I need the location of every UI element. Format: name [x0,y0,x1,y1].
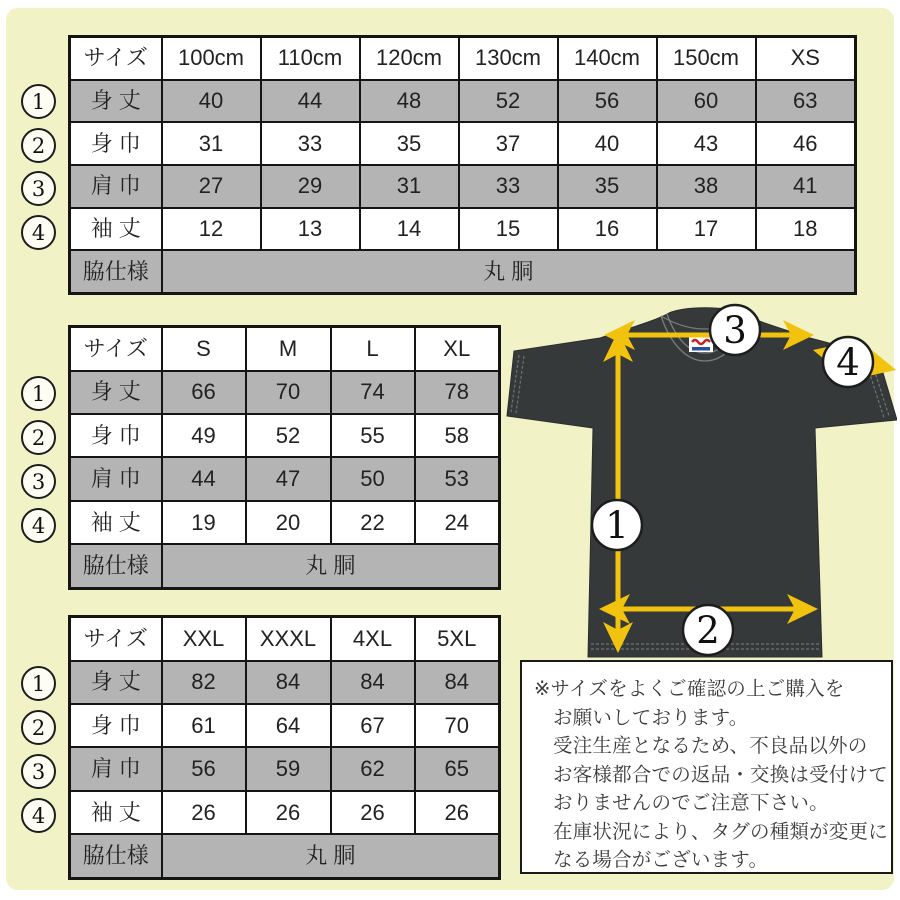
diagram-marker-2 [683,605,733,655]
purchase-note-box [520,660,893,874]
s-xl-table [68,325,501,590]
size-column-header: L [331,327,415,371]
value-cell: 40 [162,80,261,123]
row-label-cell: 身 丈 [70,661,162,704]
value-cell: 61 [162,704,246,747]
row-label-cell: 身 丈 [70,80,162,123]
note-line: 受注生産となるため、不良品以外の [553,735,868,757]
xxl-5xl-table [68,615,501,880]
value-cell: 48 [360,80,459,123]
value-cell: 14 [360,208,459,251]
value-cell: 70 [415,704,500,747]
row-label-cell: 肩 巾 [70,457,162,500]
value-cell: 74 [331,371,415,414]
footer-value-cell: 丸 胴 [162,250,856,293]
footer-label-cell: 脇仕様 [70,544,162,588]
note-line: お願いしております。 [553,706,749,729]
value-cell: 41 [756,165,856,208]
row-label-cell: 袖 丈 [70,208,162,251]
value-cell: 18 [756,208,856,251]
size-column-header: S [162,327,246,371]
size-label-header: サイズ [70,617,162,661]
value-cell: 26 [162,791,246,834]
value-cell: 35 [558,165,657,208]
row-label-cell: 肩 巾 [70,747,162,790]
svg-text:2: 2 [696,609,720,652]
size-table-s-xl [68,325,498,590]
value-cell: 19 [162,501,246,544]
value-cell: 49 [162,414,246,457]
footer-value-cell: 丸 胴 [162,834,500,878]
row-marker-4: 4 [21,798,56,833]
value-cell: 46 [756,122,856,165]
measurement-row [70,414,500,457]
measurement-row [70,122,856,165]
value-cell: 70 [246,371,331,414]
value-cell: 84 [246,661,331,704]
row-label-cell: 肩 巾 [70,165,162,208]
row-label-cell: 身 巾 [70,414,162,457]
value-cell: 59 [246,747,331,790]
value-cell: 33 [459,165,558,208]
diagram-marker-4 [823,337,873,387]
value-cell: 24 [415,501,500,544]
value-cell: 56 [162,747,246,790]
value-cell: 53 [415,457,500,500]
value-cell: 40 [558,122,657,165]
kids-xs-table [68,35,857,295]
measurement-row [70,661,500,704]
value-cell: 15 [459,208,558,251]
note-line: 在庫状況により、タグの種類が変更に [553,820,888,843]
size-column-header: 5XL [415,617,500,661]
value-cell: 29 [261,165,360,208]
footer-row [70,250,856,293]
diagram-marker-3 [710,305,760,355]
footer-row [70,834,500,878]
value-cell: 55 [331,414,415,457]
size-column-header: 120cm [360,37,459,80]
row-marker-2: 2 [21,128,56,163]
value-cell: 26 [246,791,331,834]
row-marker-4: 4 [21,215,56,250]
value-cell: 22 [331,501,415,544]
value-cell: 26 [331,791,415,834]
measurement-row [70,457,500,500]
size-column-header: XS [756,37,856,80]
size-label-header: サイズ [70,327,162,371]
row-marker-2: 2 [21,420,56,455]
value-cell: 66 [162,371,246,414]
row-marker-3: 3 [21,754,56,789]
brand-tag [689,336,713,352]
value-cell: 84 [415,661,500,704]
value-cell: 20 [246,501,331,544]
footer-row [70,544,500,588]
header-row [70,327,500,371]
value-cell: 44 [162,457,246,500]
measurement-row [70,791,500,834]
measurement-row [70,371,500,414]
measurement-row [70,501,500,544]
header-row [70,617,500,661]
value-cell: 67 [331,704,415,747]
value-cell: 43 [657,122,756,165]
value-cell: 33 [261,122,360,165]
value-cell: 37 [459,122,558,165]
size-column-header: 4XL [331,617,415,661]
row-label-cell: 袖 丈 [70,791,162,834]
note-line: おりませんのでご注意下さい。 [553,792,829,814]
value-cell: 62 [331,747,415,790]
value-cell: 84 [331,661,415,704]
measurement-row [70,208,856,251]
svg-text:4: 4 [836,341,860,384]
value-cell: 60 [657,80,756,123]
note-line: なる場合がございます。 [553,849,769,871]
row-marker-1: 1 [21,666,56,701]
size-column-header: M [246,327,331,371]
measurement-row [70,80,856,123]
value-cell: 78 [415,371,500,414]
row-label-cell: 身 巾 [70,122,162,165]
footer-label-cell: 脇仕様 [70,834,162,878]
row-marker-3: 3 [21,171,56,206]
value-cell: 65 [415,747,500,790]
header-row [70,37,856,80]
value-cell: 64 [246,704,331,747]
note-line: お客様都合での返品・交換は受付けて [553,763,888,786]
footer-value-cell: 丸 胴 [162,544,500,588]
value-cell: 35 [360,122,459,165]
row-marker-1: 1 [21,84,56,119]
size-label-header: サイズ [70,37,162,80]
row-label-cell: 身 丈 [70,371,162,414]
value-cell: 12 [162,208,261,251]
value-cell: 16 [558,208,657,251]
footer-label-cell: 脇仕様 [70,250,162,293]
row-marker-2: 2 [21,710,56,745]
measurement-row [70,165,856,208]
row-label-cell: 身 巾 [70,704,162,747]
value-cell: 13 [261,208,360,251]
size-table-xxl-5xl [68,615,498,880]
row-label-cell: 袖 丈 [70,501,162,544]
size-column-header: XL [415,327,500,371]
size-column-header: 130cm [459,37,558,80]
size-column-header: 150cm [657,37,756,80]
value-cell: 38 [657,165,756,208]
size-column-header: 110cm [261,37,360,80]
value-cell: 58 [415,414,500,457]
value-cell: 63 [756,80,856,123]
row-marker-3: 3 [21,464,56,499]
size-table-kids [68,35,855,295]
note-line: ※サイズをよくご確認の上ご購入を [534,678,845,700]
measurement-row [70,747,500,790]
value-cell: 26 [415,791,500,834]
size-column-header: 100cm [162,37,261,80]
value-cell: 31 [162,122,261,165]
value-cell: 47 [246,457,331,500]
value-cell: 52 [246,414,331,457]
value-cell: 56 [558,80,657,123]
value-cell: 31 [360,165,459,208]
row-marker-1: 1 [21,376,56,411]
value-cell: 50 [331,457,415,500]
value-cell: 82 [162,661,246,704]
measurement-row [70,704,500,747]
size-column-header: XXL [162,617,246,661]
value-cell: 52 [459,80,558,123]
value-cell: 17 [657,208,756,251]
diagram-marker-1 [592,500,642,550]
svg-text:1: 1 [605,504,629,547]
value-cell: 44 [261,80,360,123]
tshirt-measurement-diagram [505,300,897,660]
row-marker-4: 4 [21,508,56,543]
size-column-header: XXXL [246,617,331,661]
value-cell: 27 [162,165,261,208]
size-column-header: 140cm [558,37,657,80]
svg-text:3: 3 [723,309,747,352]
